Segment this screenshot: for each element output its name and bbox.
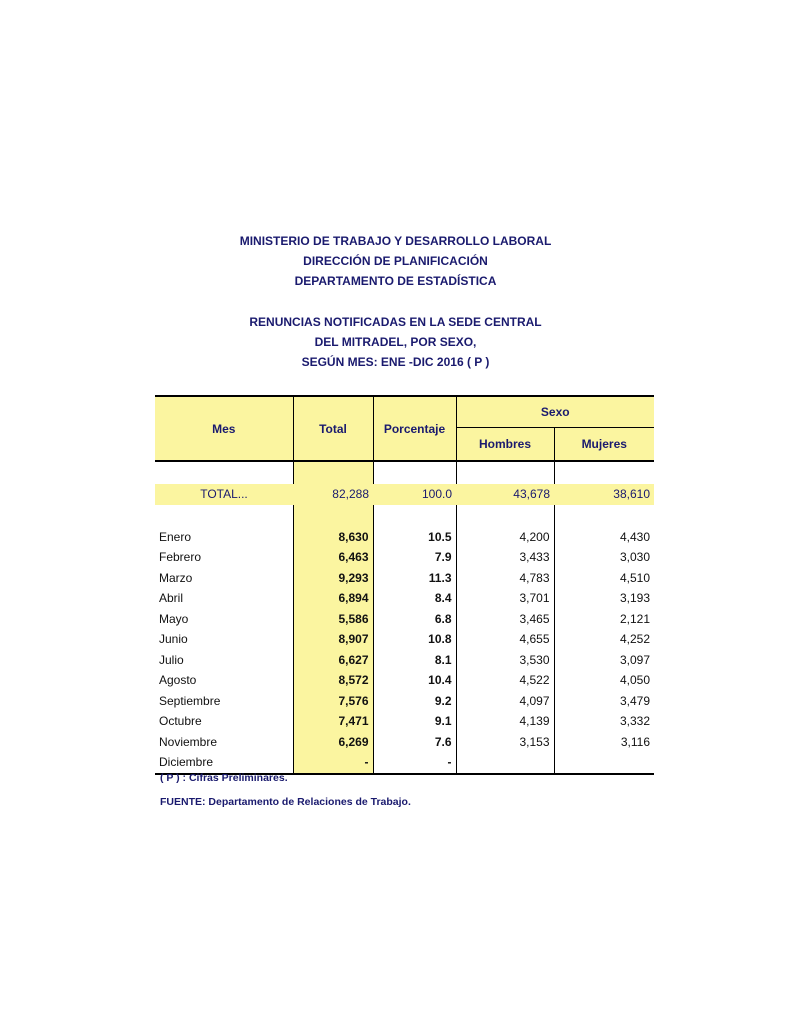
row-porcentaje: 9.1: [373, 711, 456, 732]
row-mujeres: [554, 752, 654, 774]
row-hombres: 3,433: [456, 547, 554, 568]
row-mes: Marzo: [155, 568, 293, 589]
total-total: 82,288: [293, 484, 373, 505]
row-porcentaje: 10.5: [373, 527, 456, 548]
spacer-row: [155, 461, 654, 484]
row-total: 5,586: [293, 609, 373, 630]
row-hombres: 4,200: [456, 527, 554, 548]
table-row: [155, 732, 654, 753]
title-line-1: RENUNCIAS NOTIFICADAS EN LA SEDE CENTRAL: [249, 315, 542, 329]
row-hombres: 4,139: [456, 711, 554, 732]
row-mes: Noviembre: [155, 732, 293, 753]
row-total: 6,627: [293, 650, 373, 671]
row-mujeres: 4,510: [619, 570, 650, 585]
col-header-mujeres: Mujeres: [554, 428, 654, 462]
row-total: 6,463: [293, 547, 373, 568]
row-mujeres: 2,121: [619, 611, 650, 626]
row-hombres: [456, 752, 554, 774]
spacer-row: [155, 505, 654, 527]
row-hombres: 4,522: [456, 670, 554, 691]
total-label: TOTAL...: [155, 484, 293, 505]
row-total: 7,576: [293, 691, 373, 712]
table-row: [155, 527, 654, 548]
row-mujeres: 3,030: [619, 550, 650, 565]
title-line-3: SEGÚN MES: ENE -DIC 2016 ( P ): [301, 355, 490, 369]
table-row: [155, 650, 654, 671]
table-row: [155, 588, 654, 609]
row-hombres: 4,783: [456, 568, 554, 589]
title-line-2: DEL MITRADEL, POR SEXO,: [314, 335, 477, 349]
row-hombres: 4,655: [456, 629, 554, 650]
row-mujeres: 3,479: [619, 693, 650, 708]
row-porcentaje: 7.9: [373, 547, 456, 568]
row-total: 8,630: [293, 527, 373, 548]
row-total: 8,572: [293, 670, 373, 691]
row-porcentaje: 11.3: [373, 568, 456, 589]
row-mujeres: 4,050: [619, 673, 650, 688]
row-mes: Abril: [155, 588, 293, 609]
total-hombres: 43,678: [456, 484, 554, 505]
row-porcentaje: 8.4: [373, 588, 456, 609]
row-total: 6,269: [293, 732, 373, 753]
row-mes: Octubre: [155, 711, 293, 732]
table-row: [155, 629, 654, 650]
row-total: -: [293, 752, 373, 774]
table-row: [155, 691, 654, 712]
row-mes: Febrero: [155, 547, 293, 568]
col-header-total: Total: [293, 396, 373, 461]
direction-line: DIRECCIÓN DE PLANIFICACIÓN: [303, 254, 488, 268]
row-mujeres: 3,116: [620, 734, 650, 749]
total-porcentaje: 100.0: [373, 484, 456, 505]
row-mes: Enero: [155, 527, 293, 548]
row-mes: Septiembre: [155, 691, 293, 712]
row-mes: Julio: [155, 650, 293, 671]
preliminary-note: ( P ) : Cifras Preliminares.: [160, 772, 288, 784]
row-porcentaje: -: [373, 752, 456, 774]
row-mujeres: 4,252: [619, 632, 650, 647]
ministry-line: MINISTERIO DE TRABAJO Y DESARROLLO LABORAL: [239, 234, 552, 248]
department-line: DEPARTAMENTO DE ESTADÍSTICA: [294, 274, 497, 288]
row-hombres: 3,701: [456, 588, 554, 609]
row-hombres: 3,153: [456, 732, 554, 753]
row-mujeres: 4,430: [619, 529, 650, 544]
row-mes: Agosto: [155, 670, 293, 691]
ministry-header: [0, 231, 791, 291]
col-header-hombres: Hombres: [456, 428, 554, 462]
row-porcentaje: 10.8: [373, 629, 456, 650]
row-total: 6,894: [293, 588, 373, 609]
col-header-sexo: Sexo: [456, 396, 654, 428]
total-row: [155, 484, 654, 505]
table-row: [155, 670, 654, 691]
row-hombres: 3,465: [456, 609, 554, 630]
table-row: [155, 609, 654, 630]
table-row: [155, 711, 654, 732]
resignations-table: [155, 395, 654, 775]
table-row: [155, 752, 654, 774]
col-header-porcentaje: Porcentaje: [373, 396, 456, 461]
row-hombres: 3,530: [456, 650, 554, 671]
source-note: FUENTE: Departamento de Relaciones de Trabajo.: [160, 796, 411, 808]
row-porcentaje: 8.1: [373, 650, 456, 671]
row-mujeres: 3,097: [619, 652, 650, 667]
row-mujeres: 3,332: [619, 714, 650, 729]
row-mujeres: 3,193: [619, 591, 650, 606]
row-porcentaje: 7.6: [373, 732, 456, 753]
table-row: [155, 547, 654, 568]
row-mes: Diciembre: [155, 752, 293, 774]
table-title: [0, 312, 791, 372]
row-porcentaje: 6.8: [373, 609, 456, 630]
row-mes: Junio: [155, 629, 293, 650]
row-hombres: 4,097: [456, 691, 554, 712]
row-porcentaje: 10.4: [373, 670, 456, 691]
row-mes: Mayo: [155, 609, 293, 630]
row-total: 8,907: [293, 629, 373, 650]
col-header-mes: Mes: [155, 396, 293, 461]
row-total: 7,471: [293, 711, 373, 732]
table-row: [155, 568, 654, 589]
row-total: 9,293: [293, 568, 373, 589]
total-mujeres: 38,610: [554, 484, 654, 505]
row-porcentaje: 9.2: [373, 691, 456, 712]
